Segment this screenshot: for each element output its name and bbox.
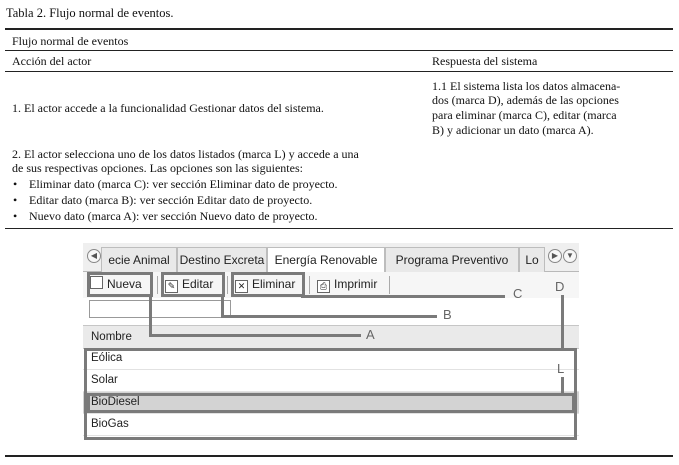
mark-a-leader [149,295,152,337]
header-system: Respuesta del sistema [432,54,538,68]
column-header-nombre[interactable]: Nombre [83,325,579,349]
row1-system-line: para eliminar (marca C), editar (marca [432,108,617,122]
row1-system-line: dos (marca D), además de las opciones [432,93,619,107]
bullet-mark: • [13,209,18,223]
list-item[interactable]: Solar [83,370,579,392]
toolbar-separator [309,276,310,294]
table-top-rule [5,28,673,30]
list-item-selected[interactable]: BioDiesel [83,392,579,414]
tab-destino-excreta[interactable]: Destino Excreta [177,247,267,272]
bullet-text: Nuevo dato (marca A): ver sección Nuevo dato de proyecto. [29,209,318,223]
mark-b-label: B [443,307,452,322]
mark-d-leader [561,295,564,349]
delete-icon: ✕ [235,280,248,293]
list-item[interactable]: BioGas [83,414,579,436]
eliminar-label: Eliminar [252,277,296,291]
scroll-right-icon[interactable]: ▶ [548,249,562,263]
tab-programa-preventivo[interactable]: Programa Preventivo [385,247,519,272]
row2-actor-line: 2. El actor selecciona uno de los datos listados (marca L) y accede a una [12,147,359,161]
scroll-left-icon[interactable]: ◀ [87,249,101,263]
imprimir-label: Imprimir [334,277,378,291]
tab-energia-renovable[interactable]: Energía Renovable [267,247,385,273]
editar-label: Editar [182,277,214,291]
header-rule [5,71,673,72]
mark-l-leader [561,377,564,393]
table-title: Flujo normal de eventos [12,34,129,48]
mark-a-label: A [366,327,375,342]
mark-c-box [231,272,305,297]
table-caption: Tabla 2. Flujo normal de eventos. [6,6,174,20]
tab-bar [83,243,579,272]
nueva-label: Nueva [107,277,142,291]
mark-a-leader [149,334,361,337]
row1-actor: 1. El actor accede a la funcionalidad Gestionar datos del sistema. [12,101,324,115]
app-screenshot [83,237,579,440]
row2-actor-line: de sus respectivas opciones. Las opciones son las siguientes: [12,161,303,175]
tab-menu-icon[interactable]: ▼ [563,249,577,263]
bullet-item [13,193,312,207]
mark-b-box [161,272,225,297]
row1-system-line: B) y adicionar un dato (marca A). [432,123,594,137]
figure-bottom-rule [5,455,673,457]
edit-icon: ✎ [165,280,178,293]
bullet-text: Eliminar dato (marca C): ver sección Eliminar dato de proyecto. [29,177,338,191]
bullet-item [13,209,318,223]
row1-system-line: 1.1 El sistema lista los datos almacena- [432,79,621,93]
toolbar-separator [227,276,228,294]
mark-c-leader [301,295,505,298]
header-actor: Acción del actor [12,54,92,68]
imprimir-button[interactable] [317,274,377,294]
mark-a-box [87,272,153,297]
toolbar-separator [389,276,390,294]
list-item[interactable]: Eólica [83,348,579,370]
mark-d-label: D [555,279,565,294]
tab-especie-animal[interactable]: ecie Animal [101,247,177,272]
filter-input[interactable] [89,300,231,318]
mark-b-leader [221,315,437,318]
mark-c-label: C [513,286,523,301]
bullet-mark: • [13,177,18,191]
print-icon: ⎙ [317,280,330,293]
tab-lo[interactable]: Lo [519,247,545,272]
table-bottom-rule [5,228,673,229]
selected-row-highlight [87,393,575,413]
bullet-text: Editar dato (marca B): ver sección Editar dato de proyecto. [29,193,313,207]
mark-l-label: L [557,361,565,376]
bullet-item [13,177,338,191]
toolbar-separator [157,276,158,294]
bullet-mark: • [13,193,18,207]
table-title-rule [5,50,673,51]
